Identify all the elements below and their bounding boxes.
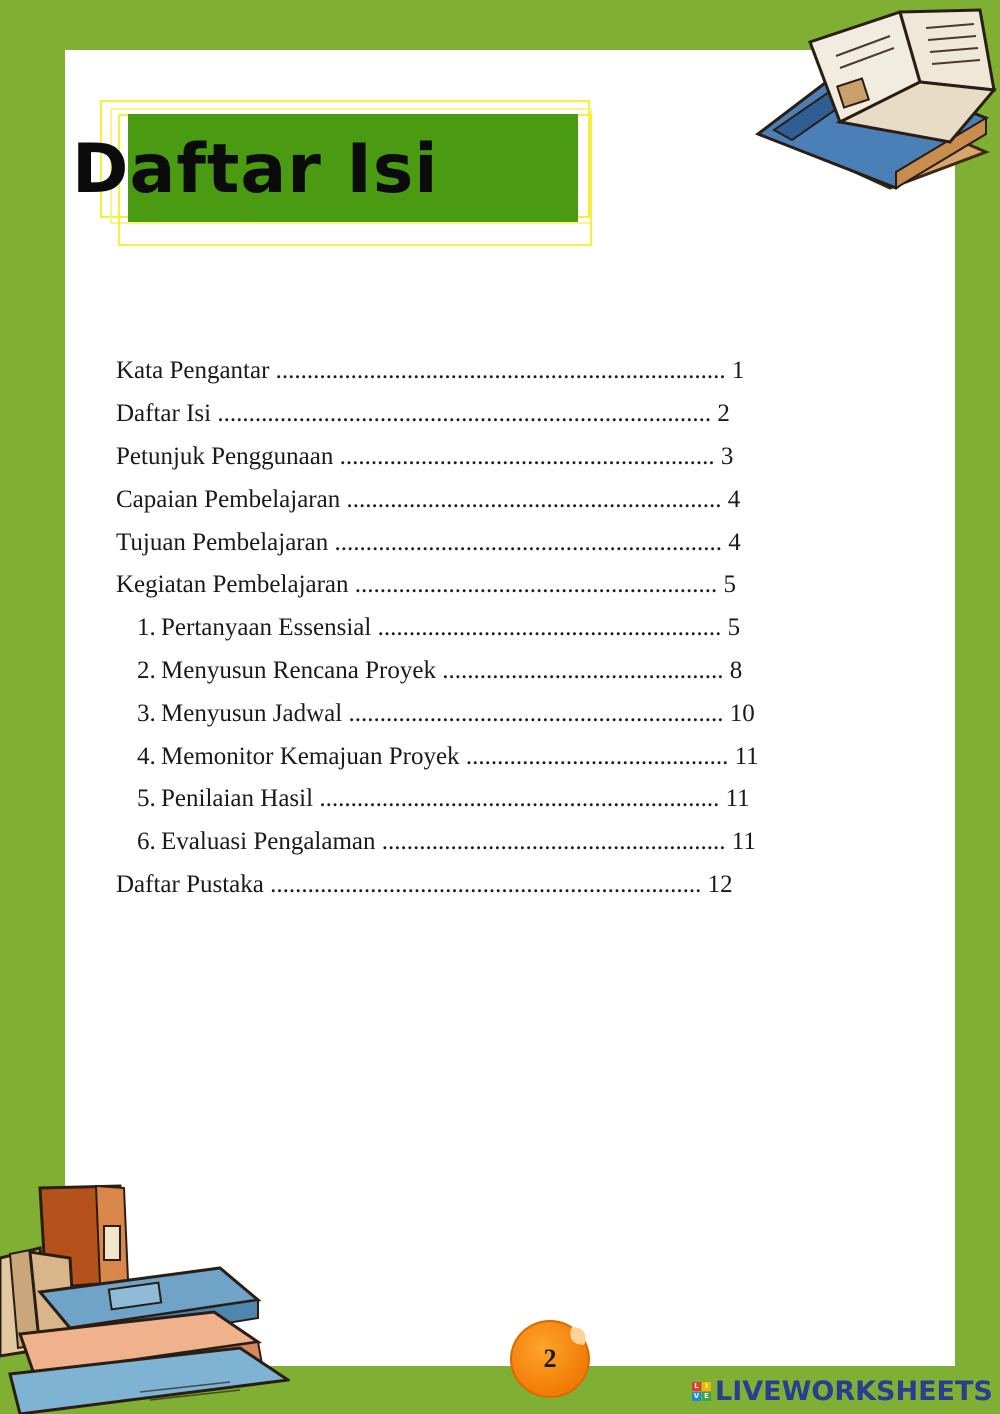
toc-item-memonitor-kemajuan-proyek[interactable]: 4. Memonitor Kemajuan Proyek .......................................... 11 <box>137 742 759 770</box>
toc-item-daftar-pustaka[interactable]: Daftar Pustaka ..................................................................... 12 <box>116 870 733 898</box>
page-number-badge <box>510 1320 590 1398</box>
toc-item-tujuan-pembelajaran[interactable]: Tujuan Pembelajaran .............................................................. 4 <box>116 528 741 556</box>
toc-item-kata-pengantar[interactable]: Kata Pengantar ........................................................................ 1 <box>116 357 745 385</box>
toc-item-menyusun-rencana-proyek[interactable]: 2. Menyusun Rencana Proyek ............................................. 8 <box>137 656 743 684</box>
toc-item-kegiatan-pembelajaran[interactable]: Kegiatan Pembelajaran .......................................................... 5 <box>116 571 737 599</box>
stacked-books-illustration <box>0 1178 290 1414</box>
toc-item-penilaian-hasil[interactable]: 5. Penilaian Hasil ................................................................ 11 <box>137 785 750 813</box>
page-number: 2 <box>543 1344 557 1373</box>
toc-item-evaluasi-pengalaman[interactable]: 6. Evaluasi Pengalaman ....................................................... 11 <box>137 828 756 856</box>
open-books-illustration <box>750 2 1000 192</box>
table-of-contents <box>116 350 886 906</box>
toc-item-daftar-isi[interactable]: Daftar Isi ............................................................................... 2 <box>116 400 730 428</box>
toc-item-pertanyaan-essensial[interactable]: 1. Pertanyaan Essensial ....................................................... 5 <box>137 614 741 642</box>
liveworksheets-watermark[interactable] <box>692 1374 993 1408</box>
watermark-text: LIVEWORKSHEETS <box>715 1375 993 1407</box>
toc-item-petunjuk-penggunaan[interactable]: Petunjuk Penggunaan ............................................................ 3 <box>116 442 734 470</box>
toc-item-capaian-pembelajaran[interactable]: Capaian Pembelajaran ............................................................ 4 <box>116 485 741 513</box>
liveworksheets-logo-icon: L I V E <box>692 1382 711 1401</box>
toc-item-menyusun-jadwal[interactable]: 3. Menyusun Jadwal ............................................................ 10 <box>137 699 755 727</box>
page-title: Daftar Isi <box>72 130 439 209</box>
